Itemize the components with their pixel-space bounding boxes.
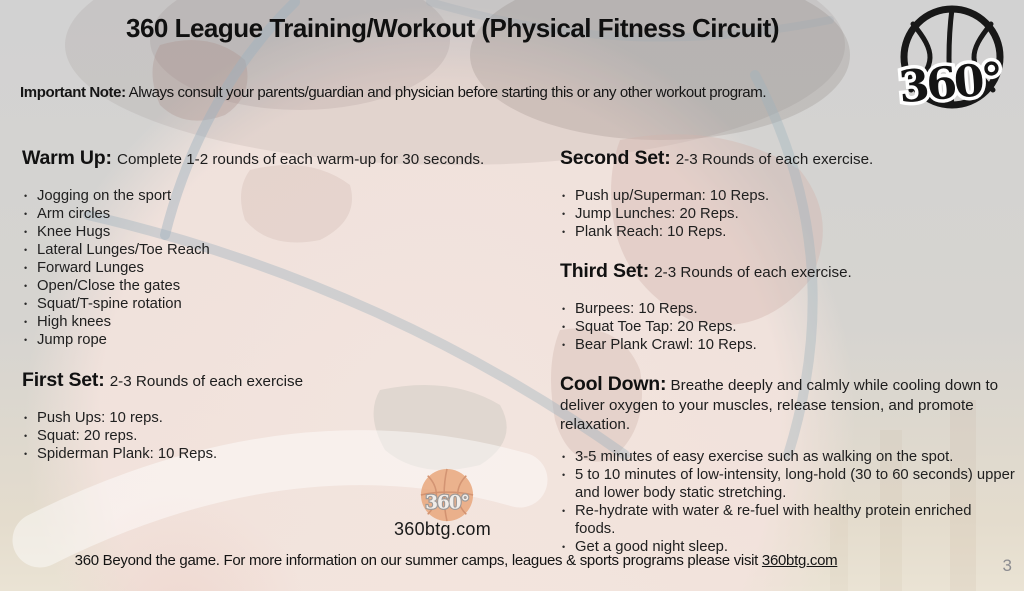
list-item: • Forward Lunges xyxy=(22,259,517,277)
warm-up-description: Complete 1-2 rounds of each warm-up for 30 seconds. xyxy=(116,151,485,168)
second-set-list xyxy=(560,187,1015,241)
list-item: • Squat: 20 reps. xyxy=(22,427,517,445)
second-set-heading xyxy=(560,146,1015,172)
warm-up-list xyxy=(22,187,517,349)
important-note-label: Important Note: xyxy=(20,84,126,101)
list-item: • 3-5 minutes of easy exercise such as walking on the spot. xyxy=(560,448,1015,466)
left-column xyxy=(22,146,517,463)
list-item: • Arm circles xyxy=(22,205,517,223)
third-set-heading xyxy=(560,259,1015,285)
cool-down-list xyxy=(560,448,1015,556)
page-title: 360 League Training/Workout (Physical Fitness Circuit) xyxy=(125,13,779,43)
center-logo-text: 360° xyxy=(425,492,469,514)
third-set-heading-label: Third Set: xyxy=(560,260,649,282)
second-set-heading-label: Second Set: xyxy=(560,147,671,169)
list-item: • Bear Plank Crawl: 10 Reps. xyxy=(560,336,1015,354)
list-item: • Squat/T-spine rotation xyxy=(22,295,517,313)
warm-up-heading xyxy=(22,146,517,172)
list-item: • 5 to 10 minutes of low-intensity, long-hold (30 to 60 seconds) upper and lower body static stretching. xyxy=(560,466,1015,502)
list-item: • Push Ups: 10 reps. xyxy=(22,409,517,427)
first-set-list xyxy=(22,409,517,463)
third-set-list xyxy=(560,300,1015,354)
footer-text xyxy=(0,552,912,569)
list-item: • High knees xyxy=(22,313,517,331)
list-item: • Burpees: 10 Reps. xyxy=(560,300,1015,318)
cool-down-description: Breathe deeply and calmly while cooling down to deliver oxygen to your muscles, release tension, and promote relaxation. xyxy=(560,377,999,433)
list-item: • Squat Toe Tap: 20 Reps. xyxy=(560,318,1015,336)
list-item: • Spiderman Plank: 10 Reps. xyxy=(22,445,517,463)
website-text: 360btg.com xyxy=(393,519,492,539)
basketball-icon xyxy=(418,468,476,524)
corner-logo-text: 360° xyxy=(896,53,1003,114)
list-item: • Jump Lunches: 20 Reps. xyxy=(560,205,1015,223)
list-item: • Jump rope xyxy=(22,331,517,349)
cool-down-heading xyxy=(560,375,1015,435)
list-item: • Jogging on the sport xyxy=(22,187,517,205)
right-column xyxy=(560,146,1015,556)
footer-website-link[interactable]: 360btg.com xyxy=(761,552,838,569)
important-note xyxy=(20,84,860,101)
list-item: • Re-hydrate with water & re-fuel with healthy protein enriched foods. xyxy=(560,502,1015,538)
cool-down-heading-label: Cool Down: xyxy=(560,373,667,395)
list-item: • Knee Hugs xyxy=(22,223,517,241)
list-item: • Get a good night sleep. xyxy=(560,538,1015,556)
first-set-heading-label: First Set: xyxy=(22,369,105,391)
basketball-360-logo xyxy=(888,2,1016,124)
first-set-description: 2-3 Rounds of each exercise xyxy=(109,373,304,390)
footer-message: 360 Beyond the game. For more information on our summer camps, leagues & sports programs please visit xyxy=(74,552,759,569)
warm-up-heading-label: Warm Up: xyxy=(22,147,112,169)
second-set-description: 2-3 Rounds of each exercise. xyxy=(675,151,874,168)
third-set-description: 2-3 Rounds of each exercise. xyxy=(654,264,852,281)
list-item: • Open/Close the gates xyxy=(22,277,517,295)
list-item: • Plank Reach: 10 Reps. xyxy=(560,223,1015,241)
first-set-heading xyxy=(22,368,517,394)
list-item: • Push up/Superman: 10 Reps. xyxy=(560,187,1015,205)
list-item: • Lateral Lunges/Toe Reach xyxy=(22,241,517,259)
important-note-text: Always consult your parents/guardian and physician before starting this or any other workout program. xyxy=(128,84,767,101)
page-number: 3 xyxy=(1002,556,1012,575)
